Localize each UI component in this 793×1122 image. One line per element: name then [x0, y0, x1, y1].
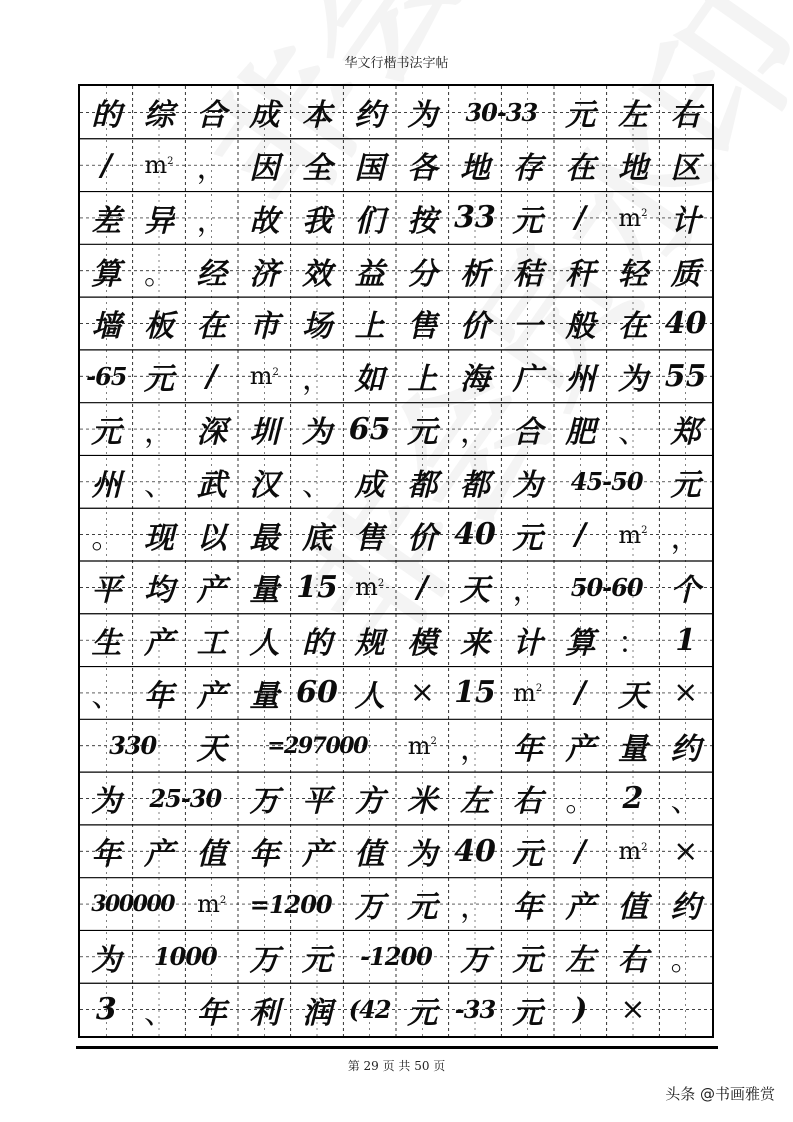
grid-cell: 深	[196, 415, 227, 451]
grid-cell: 成	[249, 98, 280, 134]
grid-cell: 万	[249, 784, 280, 820]
grid-cell: 产	[565, 731, 596, 767]
grid-cell: 万	[249, 942, 280, 978]
grid-cell: 。	[91, 520, 122, 556]
grid-cell: 产	[143, 626, 174, 662]
grid-cell: 40	[454, 833, 496, 869]
footer-divider	[76, 1046, 718, 1049]
grid-cell: 、	[617, 415, 648, 451]
grid-cell: 。	[670, 942, 701, 978]
grid-cell: ×	[620, 992, 646, 1028]
grid-cell: 平	[91, 573, 122, 609]
grid-cell: m $^2$	[513, 678, 543, 707]
grid-row	[80, 350, 712, 403]
grid-row	[80, 561, 712, 614]
grid-cell: ×	[673, 833, 699, 869]
grid-cell: 天	[617, 678, 648, 714]
grid-cell: ，	[459, 731, 490, 767]
grid-cell: 元	[407, 415, 438, 451]
grid-cell: 为	[512, 467, 543, 503]
grid-row	[80, 86, 712, 139]
grid-cell: /	[574, 675, 586, 711]
grid-cell: 为	[407, 837, 438, 873]
grid-cell: 武	[196, 467, 227, 503]
grid-cell: 润	[301, 995, 332, 1031]
grid-cell: ，	[143, 415, 174, 451]
grid-row	[80, 455, 712, 508]
grid-cell: 。	[565, 784, 596, 820]
grid-cell: ，	[459, 415, 490, 451]
grid-cell: 海	[459, 362, 490, 398]
grid-cell: 元	[407, 995, 438, 1031]
grid-cell: 场	[301, 309, 332, 345]
grid-cell: 米	[407, 784, 438, 820]
grid-cell: ，	[459, 890, 490, 926]
grid-cell: 最	[249, 520, 280, 556]
grid-cell: 们	[354, 203, 385, 239]
grid-cell: /	[574, 200, 586, 236]
calligraphy-practice-grid	[78, 84, 714, 1038]
grid-cell: -1200	[360, 942, 432, 972]
grid-cell: 天	[196, 731, 227, 767]
grid-cell: 300000	[91, 891, 175, 918]
grid-cell: 墙	[91, 309, 122, 345]
grid-cell: 都	[459, 467, 490, 503]
grid-cell: 60	[296, 675, 338, 711]
grid-cell: 质	[670, 256, 701, 292]
grid-cell: ，	[196, 151, 227, 187]
grid-row	[80, 508, 712, 561]
grid-cell: 、	[91, 678, 122, 714]
grid-cell: 元	[512, 995, 543, 1031]
grid-cell: /	[574, 517, 586, 553]
grid-cell: 万	[459, 942, 490, 978]
grid-cell: 15	[296, 569, 338, 605]
grid-cell: /	[206, 358, 218, 394]
grid-cell: 元	[670, 467, 701, 503]
grid-cell: 在	[565, 151, 596, 187]
grid-cell: 售	[407, 309, 438, 345]
grid-cell: 为	[91, 784, 122, 820]
grid-cell: 一	[512, 309, 543, 345]
grid-cell: 65	[348, 411, 391, 447]
grid-cell: 年	[249, 837, 280, 873]
grid-row	[80, 139, 712, 192]
grid-cell: 年	[91, 837, 122, 873]
grid-cell: 合	[512, 415, 543, 451]
grid-cell: 生	[91, 626, 122, 662]
grid-cell: 产	[565, 890, 596, 926]
grid-cell: 平	[301, 784, 332, 820]
grid-cell: 天	[459, 573, 490, 609]
grid-cell: 算	[91, 256, 122, 292]
grid-cell: 综	[143, 98, 174, 134]
grid-cell: 量	[617, 731, 648, 767]
grid-cell: m $^2$	[355, 573, 385, 602]
grid-cell: 存	[512, 151, 543, 187]
grid-cell: -33	[454, 995, 496, 1025]
grid-cell: 为	[407, 98, 438, 134]
grid-cell: m $^2$	[618, 203, 648, 232]
grid-cell: ，	[301, 362, 332, 398]
grid-cell: 、	[670, 784, 701, 820]
grid-cell: =1200	[249, 889, 332, 919]
grid-cell: 年	[512, 890, 543, 926]
grid-cell: 工	[196, 626, 227, 662]
grid-cell: 产	[301, 837, 332, 873]
grid-cell: 市	[249, 309, 280, 345]
grid-cell: 益	[354, 256, 385, 292]
grid-cell: 国	[354, 151, 385, 187]
grid-cell: 万	[354, 890, 385, 926]
grid-row	[80, 719, 712, 772]
grid-cell: 我	[301, 203, 332, 239]
grid-cell: ，	[670, 520, 701, 556]
grid-cell: 济	[249, 256, 280, 292]
grid-cell: 故	[249, 203, 280, 239]
grid-cell: m $^2$	[249, 362, 279, 391]
grid-cell: 45-50	[570, 467, 643, 497]
grid-cell: 值	[354, 837, 385, 873]
grid-cell: 右	[670, 98, 701, 134]
grid-cell: 底	[301, 520, 332, 556]
grid-cell: 人	[249, 626, 280, 662]
grid-cell: 利	[249, 995, 280, 1031]
grid-cell: 价	[407, 520, 438, 556]
grid-cell: m $^2$	[407, 731, 437, 760]
grid-cell: 右	[512, 784, 543, 820]
page-number: 第 29 页 共 50 页	[347, 1059, 446, 1073]
grid-row	[80, 772, 712, 825]
grid-cell: 2	[622, 780, 644, 816]
grid-cell: 异	[143, 203, 174, 239]
grid-cell: 3	[95, 992, 117, 1028]
grid-row	[80, 403, 712, 456]
grid-cell: 各	[407, 151, 438, 187]
grid-cell: 为	[617, 362, 648, 398]
grid-cell: 地	[459, 151, 490, 187]
grid-cell: 量	[249, 573, 280, 609]
grid-cell: ×	[409, 675, 435, 711]
grid-cell: 都	[407, 467, 438, 503]
grid-cell: 本	[301, 98, 332, 134]
grid-cell: 元	[512, 203, 543, 239]
grid-row	[80, 192, 712, 245]
grid-cell: ，	[196, 203, 227, 239]
grid-cell: 规	[354, 626, 385, 662]
grid-cell: 轻	[617, 256, 648, 292]
grid-cell: 40	[454, 517, 496, 553]
grid-cell: 的	[301, 626, 332, 662]
grid-cell: 值	[617, 890, 648, 926]
grid-cell: 圳	[249, 415, 280, 451]
grid-cell: 全	[301, 151, 332, 187]
grid-cell: 约	[670, 731, 701, 767]
grid-cell: )	[573, 992, 588, 1028]
grid-cell: 右	[617, 942, 648, 978]
grid-cell: 30-33	[465, 97, 538, 127]
grid-cell: 郑	[670, 415, 701, 451]
source-credit: 头条 @书画雅赏	[665, 1085, 775, 1103]
grid-cell: 。	[143, 256, 174, 292]
grid-cell: 板	[143, 309, 174, 345]
grid-cell: 效	[301, 256, 332, 292]
grid-cell: /	[416, 569, 428, 605]
grid-cell: 价	[459, 309, 490, 345]
grid-cell: 量	[249, 678, 280, 714]
grid-cell: 人	[354, 678, 385, 714]
grid-cell: 个	[670, 573, 701, 609]
grid-cell: 计	[512, 626, 543, 662]
grid-cell: 元	[143, 362, 174, 398]
grid-cell: 为	[91, 942, 122, 978]
grid-cell: m $^2$	[618, 837, 648, 866]
grid-cell: 的	[91, 98, 122, 134]
grid-cell: 元	[91, 415, 122, 451]
grid-cell: 析	[459, 256, 490, 292]
grid-cell: 约	[354, 98, 385, 134]
grid-cell: 50-60	[570, 572, 643, 602]
grid-cell: (42	[348, 995, 391, 1025]
grid-cell: 元	[512, 520, 543, 556]
grid-cell: 均	[143, 573, 174, 609]
grid-cell: ：	[617, 626, 648, 662]
grid-cell: /	[100, 147, 112, 183]
grid-cell: 售	[354, 520, 385, 556]
grid-cell: 、	[143, 995, 174, 1031]
grid-cell: 秸	[512, 256, 543, 292]
grid-cell: 般	[565, 309, 596, 345]
grid-cell: 元	[565, 98, 596, 134]
grid-row	[80, 878, 712, 931]
grid-cell: =297000	[267, 732, 367, 759]
grid-cell: -65	[86, 361, 127, 391]
grid-cell: 在	[196, 309, 227, 345]
grid-cell: 按	[407, 203, 438, 239]
grid-cell: 因	[249, 151, 280, 187]
grid-cell: 元	[512, 837, 543, 873]
grid-cell: 上	[407, 362, 438, 398]
grid-cell: 55	[664, 358, 707, 394]
grid-cell: 元	[407, 890, 438, 926]
grid-cell: 约	[670, 890, 701, 926]
grid-cell: 算	[565, 626, 596, 662]
grid-cell: 州	[91, 467, 122, 503]
grid-cell: 值	[196, 837, 227, 873]
grid-cell: 合	[196, 98, 227, 134]
grid-cell: 、	[143, 467, 174, 503]
grid-cell: 模	[407, 626, 438, 662]
grid-cell: 15	[454, 675, 496, 711]
grid-row	[80, 667, 712, 720]
grid-cell: 区	[670, 151, 701, 187]
grid-cell: 在	[617, 309, 648, 345]
grid-cell: 左	[617, 98, 648, 134]
grid-cell: 秆	[565, 256, 596, 292]
grid-cell: 产	[196, 573, 227, 609]
grid-cell: 经	[196, 256, 227, 292]
grid-cell: 、	[301, 467, 332, 503]
grid-cell: 肥	[565, 415, 596, 451]
grid-cell: 40	[664, 305, 707, 341]
grid-cell: 年	[143, 678, 174, 714]
grid-row	[80, 930, 712, 983]
grid-cell: 元	[512, 942, 543, 978]
grid-cell: m $^2$	[144, 151, 174, 180]
grid-cell: 1000	[153, 942, 217, 972]
grid-cell: 左	[459, 784, 490, 820]
grid-cell: 差	[91, 203, 122, 239]
grid-cell: 左	[565, 942, 596, 978]
grid-cell: 产	[143, 837, 174, 873]
grid-cell: 分	[407, 256, 438, 292]
grid-cell: ，	[512, 573, 543, 609]
grid-row	[80, 825, 712, 878]
grid-cell: 年	[196, 995, 227, 1031]
grid-cell: 汉	[249, 467, 280, 503]
grid-cell: 33	[454, 200, 496, 236]
grid-cell: 产	[196, 678, 227, 714]
grid-cell: 以	[196, 520, 227, 556]
grid-cell: 元	[301, 942, 332, 978]
grid-cell: 来	[459, 626, 490, 662]
grid-row	[80, 297, 712, 350]
grid-cell: 如	[354, 362, 385, 398]
grid-cell: ×	[673, 675, 699, 711]
grid-cell: 地	[617, 151, 648, 187]
grid-cell: /	[574, 833, 586, 869]
grid-cell: 成	[354, 467, 385, 503]
grid-row	[80, 983, 712, 1036]
grid-cell: 广	[512, 362, 543, 398]
grid-cell: 为	[301, 415, 332, 451]
grid-cell: 计	[670, 203, 701, 239]
grid-cell: 州	[565, 362, 596, 398]
grid-cell: 25-30	[149, 783, 222, 813]
grid-row	[80, 244, 712, 297]
grid-row	[80, 614, 712, 667]
grid-cell: 方	[354, 784, 385, 820]
grid-cell: m $^2$	[618, 520, 648, 549]
page-header-title: 华文行楷书法字帖	[344, 56, 449, 71]
grid-cell: 上	[354, 309, 385, 345]
grid-cell: 1	[675, 622, 697, 658]
grid-cell: 年	[512, 731, 543, 767]
grid-cell: m $^2$	[197, 890, 227, 919]
grid-cell: 现	[143, 520, 174, 556]
grid-cell: 330	[109, 731, 157, 761]
